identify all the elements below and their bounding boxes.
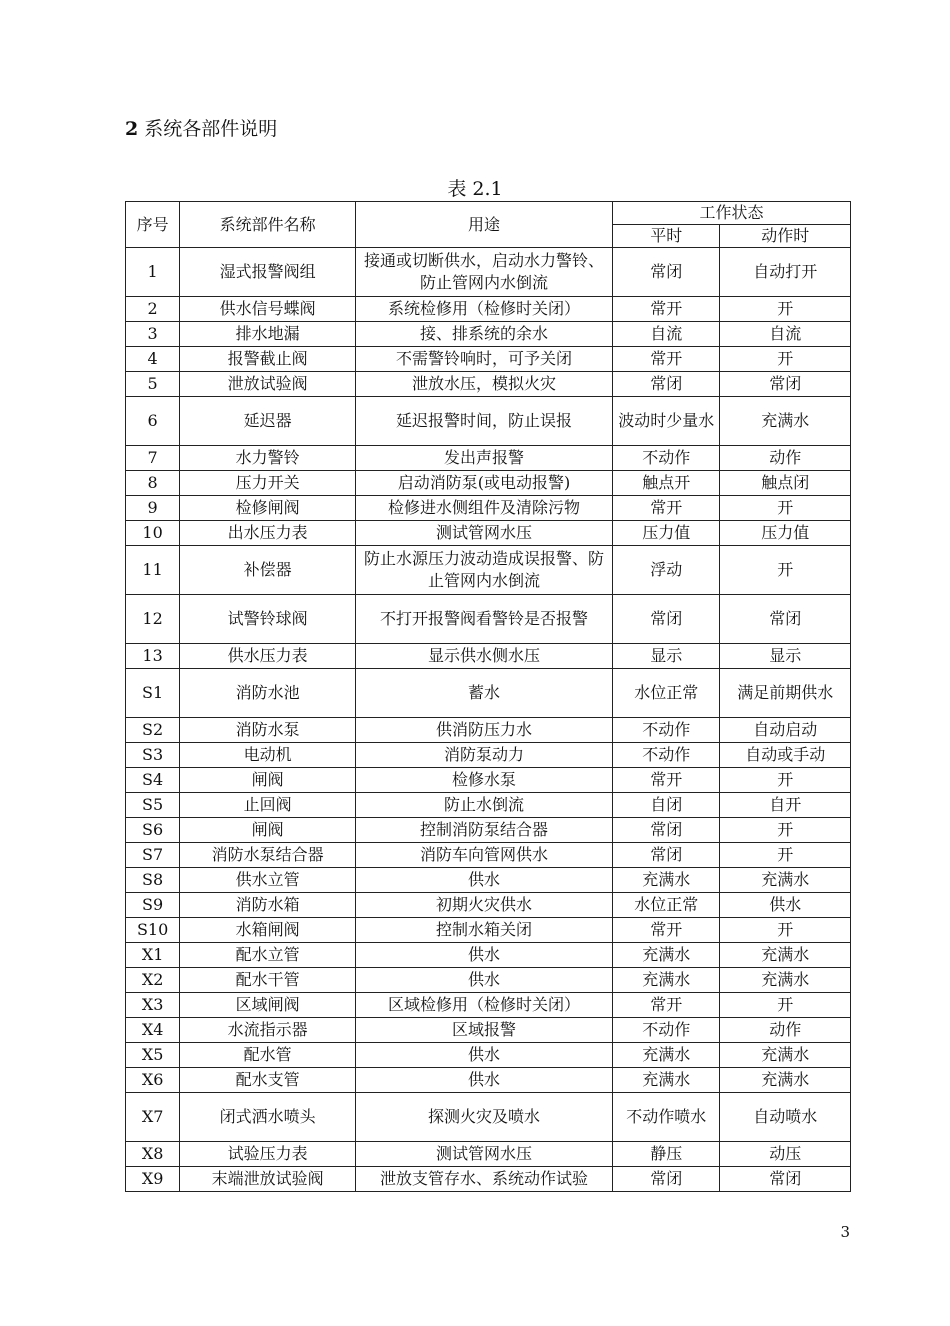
cell-no: 12 (126, 595, 180, 644)
cell-use: 检修进水侧组件及清除污物 (355, 496, 612, 521)
cell-action: 常闭 (720, 1167, 851, 1192)
table-row (126, 818, 851, 843)
table-row (126, 843, 851, 868)
table-row (126, 1167, 851, 1192)
cell-use: 测试管网水压 (355, 521, 612, 546)
cell-use: 显示供水侧水压 (355, 644, 612, 669)
cell-use: 蓄水 (355, 669, 612, 718)
cell-use: 消防泵动力 (355, 743, 612, 768)
cell-name: 消防水泵 (180, 718, 356, 743)
cell-action: 开 (720, 297, 851, 322)
cell-action: 充满水 (720, 1068, 851, 1093)
cell-normal: 常闭 (612, 595, 719, 644)
cell-no: 11 (126, 546, 180, 595)
cell-normal: 常开 (612, 918, 719, 943)
section-title: 系统各部件说明 (144, 118, 278, 140)
table-row (126, 793, 851, 818)
cell-use: 供水 (355, 968, 612, 993)
table-row (126, 943, 851, 968)
cell-action: 显示 (720, 644, 851, 669)
cell-no: 3 (126, 322, 180, 347)
cell-name: 闸阀 (180, 768, 356, 793)
cell-action: 自动打开 (720, 248, 851, 297)
cell-no: X1 (126, 943, 180, 968)
cell-name: 补偿器 (180, 546, 356, 595)
cell-use: 供水 (355, 1068, 612, 1093)
cell-action: 开 (720, 993, 851, 1018)
cell-action: 充满水 (720, 943, 851, 968)
cell-no: S2 (126, 718, 180, 743)
cell-use: 泄放水压，模拟火灾 (355, 372, 612, 397)
cell-name: 配水支管 (180, 1068, 356, 1093)
cell-name: 消防水泵结合器 (180, 843, 356, 868)
cell-use: 接、排系统的余水 (355, 322, 612, 347)
cell-use: 泄放支管存水、系统动作试验 (355, 1167, 612, 1192)
cell-no: S9 (126, 893, 180, 918)
table-row (126, 297, 851, 322)
cell-action: 自动启动 (720, 718, 851, 743)
cell-action: 开 (720, 546, 851, 595)
cell-no: 1 (126, 248, 180, 297)
cell-no: 6 (126, 397, 180, 446)
cell-no: 5 (126, 372, 180, 397)
cell-use: 不打开报警阀看警铃是否报警 (355, 595, 612, 644)
table-row (126, 1093, 851, 1142)
cell-use: 供水 (355, 1043, 612, 1068)
table-row (126, 968, 851, 993)
cell-name: 水箱闸阀 (180, 918, 356, 943)
cell-normal: 常开 (612, 768, 719, 793)
cell-use: 区域报警 (355, 1018, 612, 1043)
cell-normal: 不动作 (612, 743, 719, 768)
cell-use: 防止水源压力波动造成误报警、防止管网内水倒流 (355, 546, 612, 595)
cell-name: 消防水池 (180, 669, 356, 718)
cell-action: 常闭 (720, 595, 851, 644)
table-row (126, 868, 851, 893)
cell-name: 水力警铃 (180, 446, 356, 471)
cell-name: 泄放试验阀 (180, 372, 356, 397)
cell-normal: 水位正常 (612, 893, 719, 918)
cell-use: 不需警铃响时，可予关闭 (355, 347, 612, 372)
cell-action: 开 (720, 496, 851, 521)
cell-no: S7 (126, 843, 180, 868)
cell-name: 供水立管 (180, 868, 356, 893)
table-row (126, 546, 851, 595)
header-name: 系统部件名称 (180, 202, 356, 248)
table-row (126, 669, 851, 718)
cell-action: 自动或手动 (720, 743, 851, 768)
cell-name: 试警铃球阀 (180, 595, 356, 644)
table-row (126, 718, 851, 743)
cell-action: 压力值 (720, 521, 851, 546)
cell-action: 满足前期供水 (720, 669, 851, 718)
cell-action: 常闭 (720, 372, 851, 397)
cell-name: 供水压力表 (180, 644, 356, 669)
cell-action: 动作 (720, 1018, 851, 1043)
cell-use: 系统检修用（检修时关闭） (355, 297, 612, 322)
cell-use: 启动消防泵(或电动报警) (355, 471, 612, 496)
cell-normal: 充满水 (612, 868, 719, 893)
cell-no: X6 (126, 1068, 180, 1093)
cell-action: 充满水 (720, 868, 851, 893)
cell-no: S10 (126, 918, 180, 943)
cell-action: 触点闭 (720, 471, 851, 496)
cell-name: 报警截止阀 (180, 347, 356, 372)
cell-no: X5 (126, 1043, 180, 1068)
cell-action: 自流 (720, 322, 851, 347)
cell-action: 动压 (720, 1142, 851, 1167)
cell-action: 充满水 (720, 1043, 851, 1068)
cell-normal: 自流 (612, 322, 719, 347)
cell-action: 开 (720, 843, 851, 868)
table-row (126, 993, 851, 1018)
cell-name: 延迟器 (180, 397, 356, 446)
cell-action: 供水 (720, 893, 851, 918)
cell-no: S8 (126, 868, 180, 893)
cell-normal: 不动作喷水 (612, 1093, 719, 1142)
cell-no: 13 (126, 644, 180, 669)
cell-normal: 常闭 (612, 248, 719, 297)
cell-no: X8 (126, 1142, 180, 1167)
table-body (126, 248, 851, 1192)
table-row (126, 372, 851, 397)
cell-action: 自开 (720, 793, 851, 818)
table-row (126, 644, 851, 669)
table-row (126, 1018, 851, 1043)
cell-normal: 常开 (612, 496, 719, 521)
cell-use: 供水 (355, 868, 612, 893)
cell-use: 发出声报警 (355, 446, 612, 471)
components-table (125, 201, 851, 1192)
cell-normal: 压力值 (612, 521, 719, 546)
cell-use: 延迟报警时间，防止误报 (355, 397, 612, 446)
cell-name: 出水压力表 (180, 521, 356, 546)
page-number: 3 (840, 1223, 850, 1241)
cell-name: 配水立管 (180, 943, 356, 968)
header-status: 工作状态 (612, 202, 850, 225)
cell-normal: 静压 (612, 1142, 719, 1167)
table-row (126, 1043, 851, 1068)
header-use: 用途 (355, 202, 612, 248)
cell-name: 水流指示器 (180, 1018, 356, 1043)
cell-no: X2 (126, 968, 180, 993)
cell-normal: 不动作 (612, 446, 719, 471)
table-row (126, 768, 851, 793)
cell-normal: 充满水 (612, 943, 719, 968)
cell-name: 压力开关 (180, 471, 356, 496)
cell-name: 闸阀 (180, 818, 356, 843)
cell-name: 末端泄放试验阀 (180, 1167, 356, 1192)
header-action: 动作时 (720, 225, 851, 248)
cell-normal: 常闭 (612, 818, 719, 843)
cell-no: S5 (126, 793, 180, 818)
cell-normal: 不动作 (612, 718, 719, 743)
table-row (126, 918, 851, 943)
cell-no: 4 (126, 347, 180, 372)
cell-normal: 常开 (612, 347, 719, 372)
cell-normal: 常开 (612, 993, 719, 1018)
table-row (126, 595, 851, 644)
cell-action: 充满水 (720, 968, 851, 993)
cell-use: 防止水倒流 (355, 793, 612, 818)
cell-normal: 充满水 (612, 968, 719, 993)
cell-name: 配水干管 (180, 968, 356, 993)
cell-no: S6 (126, 818, 180, 843)
cell-use: 探测火灾及喷水 (355, 1093, 612, 1142)
cell-use: 控制水箱关闭 (355, 918, 612, 943)
cell-name: 电动机 (180, 743, 356, 768)
table-row (126, 397, 851, 446)
cell-normal: 水位正常 (612, 669, 719, 718)
cell-no: S4 (126, 768, 180, 793)
cell-action: 开 (720, 818, 851, 843)
cell-use: 消防车向管网供水 (355, 843, 612, 868)
cell-normal: 波动时少量水 (612, 397, 719, 446)
cell-name: 止回阀 (180, 793, 356, 818)
section-heading (125, 114, 277, 141)
cell-normal: 自闭 (612, 793, 719, 818)
cell-no: 7 (126, 446, 180, 471)
cell-normal: 常闭 (612, 1167, 719, 1192)
cell-action: 开 (720, 768, 851, 793)
cell-action: 开 (720, 918, 851, 943)
header-no: 序号 (126, 202, 180, 248)
cell-no: 9 (126, 496, 180, 521)
cell-normal: 显示 (612, 644, 719, 669)
cell-action: 开 (720, 347, 851, 372)
cell-normal: 不动作 (612, 1018, 719, 1043)
table-row (126, 1142, 851, 1167)
table-row (126, 893, 851, 918)
cell-normal: 触点开 (612, 471, 719, 496)
cell-no: X9 (126, 1167, 180, 1192)
header-normal: 平时 (612, 225, 719, 248)
cell-use: 测试管网水压 (355, 1142, 612, 1167)
cell-name: 闭式洒水喷头 (180, 1093, 356, 1142)
cell-normal: 浮动 (612, 546, 719, 595)
cell-action: 动作 (720, 446, 851, 471)
cell-name: 供水信号蝶阀 (180, 297, 356, 322)
cell-normal: 常闭 (612, 843, 719, 868)
cell-use: 供水 (355, 943, 612, 968)
cell-normal: 充满水 (612, 1043, 719, 1068)
table-row (126, 446, 851, 471)
cell-name: 排水地漏 (180, 322, 356, 347)
cell-use: 初期火灾供水 (355, 893, 612, 918)
cell-name: 配水管 (180, 1043, 356, 1068)
cell-use: 供消防压力水 (355, 718, 612, 743)
cell-no: X3 (126, 993, 180, 1018)
table-row (126, 322, 851, 347)
cell-no: S1 (126, 669, 180, 718)
cell-action: 充满水 (720, 397, 851, 446)
cell-no: 2 (126, 297, 180, 322)
cell-no: 10 (126, 521, 180, 546)
table-row (126, 1068, 851, 1093)
cell-no: X7 (126, 1093, 180, 1142)
cell-name: 湿式报警阀组 (180, 248, 356, 297)
cell-name: 消防水箱 (180, 893, 356, 918)
cell-use: 控制消防泵结合器 (355, 818, 612, 843)
section-number: 2 (125, 118, 139, 140)
cell-use: 区域检修用（检修时关闭） (355, 993, 612, 1018)
table-row (126, 347, 851, 372)
cell-no: S3 (126, 743, 180, 768)
cell-no: 8 (126, 471, 180, 496)
table-row (126, 471, 851, 496)
cell-use: 检修水泵 (355, 768, 612, 793)
table-row (126, 496, 851, 521)
table-row (126, 521, 851, 546)
cell-no: X4 (126, 1018, 180, 1043)
table-caption: 表 2.1 (447, 178, 503, 200)
cell-name: 检修闸阀 (180, 496, 356, 521)
cell-normal: 常开 (612, 297, 719, 322)
cell-normal: 充满水 (612, 1068, 719, 1093)
cell-name: 区域闸阀 (180, 993, 356, 1018)
cell-use: 接通或切断供水，启动水力警铃、防止管网内水倒流 (355, 248, 612, 297)
cell-action: 自动喷水 (720, 1093, 851, 1142)
cell-name: 试验压力表 (180, 1142, 356, 1167)
table-row (126, 743, 851, 768)
table-row (126, 248, 851, 297)
cell-normal: 常闭 (612, 372, 719, 397)
